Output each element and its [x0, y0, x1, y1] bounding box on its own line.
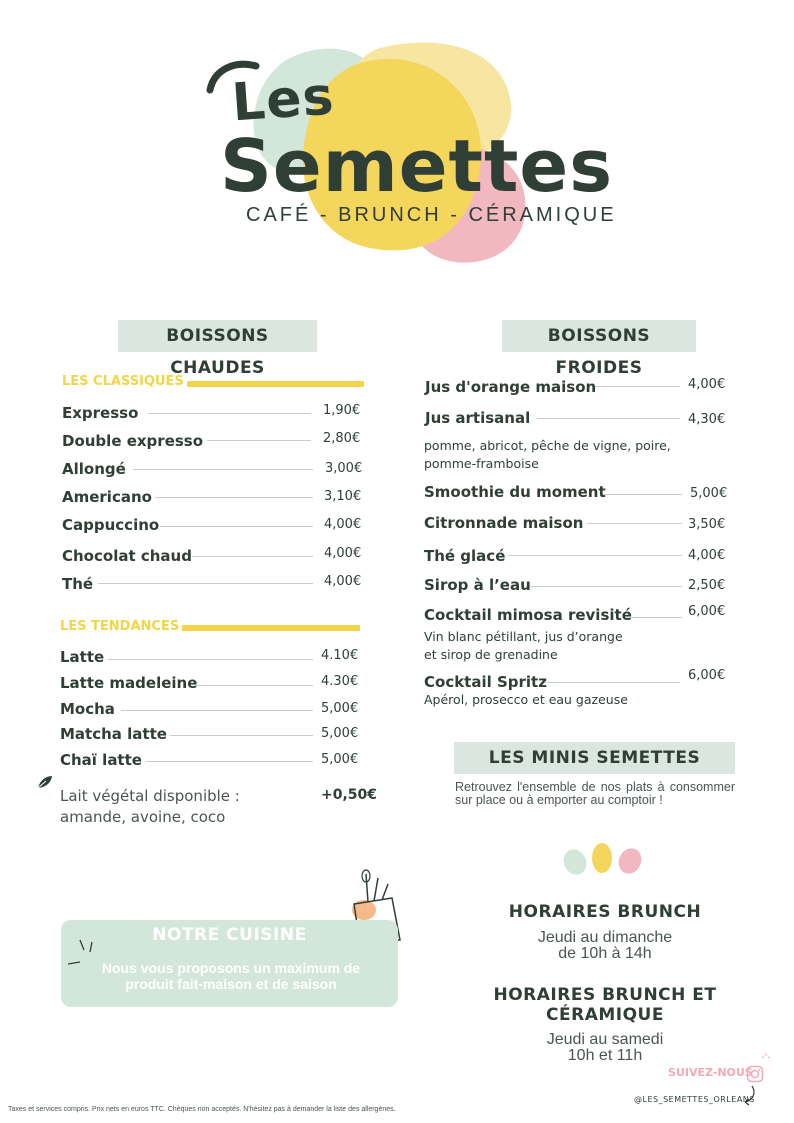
- ceramic-hours-title: CÉRAMIQUE: [546, 1005, 664, 1025]
- leader-dots: [108, 659, 313, 660]
- menu-item-price: 4.10€: [321, 648, 359, 663]
- leader-dots: [148, 413, 311, 414]
- leaf-icon: [36, 774, 54, 790]
- menu-item-name: Latte: [60, 648, 105, 666]
- instagram-icon[interactable]: [746, 1065, 764, 1083]
- menu-item-name: Thé glacé: [424, 547, 506, 565]
- menu-item-name: Citronnade maison: [424, 514, 584, 532]
- menu-item-price: 3,10€: [324, 489, 362, 504]
- leader-dots: [603, 494, 682, 495]
- classics-underline: [187, 381, 364, 387]
- leader-dots: [160, 526, 313, 527]
- menu-item-name: Americano: [62, 488, 152, 506]
- brunch-hours-line1: Jeudi au dimanche: [537, 929, 673, 946]
- logo-les: Les: [230, 66, 337, 134]
- leader-dots: [98, 583, 313, 584]
- menu-item-price: 3,50€: [688, 517, 726, 532]
- leader-dots: [192, 556, 313, 557]
- leader-dots: [133, 469, 313, 470]
- menu-item-price: 1,90€: [323, 403, 361, 418]
- ceramic-hours-line2: 10h et 11h: [567, 1047, 643, 1064]
- footer-note: Taxes et services compris. Prix nets en euros TTC. Chèques non acceptés. N'hésitez pas à demander la liste des allergènes.: [8, 1106, 396, 1113]
- vegetal-milk-line1: Lait végétal disponible :: [60, 787, 240, 805]
- menu-item-price: 5,00€: [690, 486, 728, 501]
- menu-item-price: 5,00€: [321, 752, 359, 767]
- leader-dots: [207, 440, 311, 441]
- menu-item-price: 4,30€: [688, 412, 726, 427]
- vegetal-milk-line2: amande, avoine, coco: [60, 808, 226, 826]
- brunch-hours-line2: de 10h à 14h: [558, 945, 652, 962]
- menu-item-name: Chocolat chaud: [62, 547, 192, 565]
- sparkle-icon: [66, 936, 96, 972]
- leader-dots: [595, 386, 680, 387]
- menu-item-price: 2,50€: [688, 578, 726, 593]
- trends-underline: [182, 625, 360, 631]
- menu-item-name: Allongé: [62, 460, 126, 478]
- arrow-icon: [742, 1084, 758, 1106]
- sparkle-icon: [760, 1052, 772, 1064]
- menu-item-price: 2,80€: [323, 431, 361, 446]
- leader-dots: [545, 682, 680, 683]
- logo-semettes: Semettes: [220, 124, 614, 208]
- menu-item-name: Chaï latte: [60, 751, 142, 769]
- trends-label: LES TENDANCES: [60, 619, 180, 634]
- menu-item-price: 6,00€: [688, 604, 726, 619]
- logo-tagline: CAFÉ - BRUNCH - CÉRAMIQUE: [246, 204, 617, 226]
- menu-item-name: Latte madeleine: [60, 674, 198, 692]
- menu-item-desc: pomme, abricot, pêche de vigne, poire,: [424, 438, 671, 453]
- follow-us-label: SUIVEZ-NOUS: [668, 1066, 753, 1079]
- leader-dots: [155, 497, 313, 498]
- menu-item-price: 4,00€: [324, 574, 362, 589]
- menu-item-name: Expresso: [62, 404, 139, 422]
- leader-dots: [530, 586, 682, 587]
- menu-item-name: Sirop à l’eau: [424, 576, 531, 594]
- menu-item-price: 4,00€: [324, 517, 362, 532]
- instagram-handle[interactable]: @LES_SEMETTES_ORLEANS: [634, 1095, 755, 1104]
- menu-item-price: 3,00€: [325, 461, 363, 476]
- three-dots-icon: [562, 842, 646, 880]
- hot-drinks-header: BOISSONS CHAUDES: [118, 320, 317, 352]
- leader-dots: [537, 418, 680, 419]
- menu-item-price: 4,00€: [324, 546, 362, 561]
- leader-dots: [196, 685, 313, 686]
- leader-dots: [170, 735, 313, 736]
- menu-item-name: Thé: [62, 575, 94, 593]
- leader-dots: [121, 710, 313, 711]
- menu-item-name: Mocha: [60, 700, 115, 718]
- menu-item-price: 5,00€: [321, 701, 359, 716]
- classics-label: LES CLASSIQUES: [62, 374, 184, 389]
- menu-item-desc: et sirop de grenadine: [424, 647, 558, 662]
- vegetal-milk-price: +0,50€: [321, 787, 378, 803]
- ceramic-hours-title: HORAIRES BRUNCH ET: [493, 985, 717, 1005]
- leader-dots: [146, 761, 313, 762]
- cuisine-text: Nous vous proposons un maximum de produit fait-maison et de saison: [101, 960, 361, 992]
- menu-item-price: 6,00€: [688, 668, 726, 683]
- menu-item-price: 5,00€: [321, 726, 359, 741]
- menu-item-name: Cappuccino: [62, 516, 160, 534]
- leader-dots: [587, 523, 682, 524]
- brunch-hours-title: HORAIRES BRUNCH: [508, 902, 702, 922]
- menu-item-name: Cocktail mimosa revisité: [424, 606, 632, 624]
- ceramic-hours-line1: Jeudi au samedi: [546, 1031, 664, 1048]
- menu-item-desc: Vin blanc pétillant, jus d’orange: [424, 629, 623, 644]
- menu-item-name: Smoothie du moment: [424, 483, 606, 501]
- menu-item-name: Double expresso: [62, 432, 204, 450]
- leader-dots: [508, 555, 682, 556]
- cuisine-box: [61, 920, 398, 1007]
- menu-item-price: 4.30€: [321, 674, 359, 689]
- minis-text: Retrouvez l'ensemble de nos plats à consommer sur place ou à emporter au comptoir !: [455, 780, 735, 807]
- menu-item-name: Jus d'orange maison: [425, 378, 597, 396]
- menu-item-price: 4,00€: [688, 548, 726, 563]
- menu-item-desc: pomme-framboise: [424, 456, 539, 471]
- menu-item-price: 4,00€: [688, 377, 726, 392]
- cold-drinks-header: BOISSONS FROIDES: [502, 320, 696, 352]
- menu-item-name: Cocktail Spritz: [424, 673, 547, 691]
- menu-item-name: Jus artisanal: [425, 409, 531, 427]
- menu-item-desc: Apérol, prosecco et eau gazeuse: [424, 692, 628, 707]
- minis-header: LES MINIS SEMETTES: [454, 742, 735, 774]
- menu-item-name: Matcha latte: [60, 725, 167, 743]
- leader-dots: [626, 617, 682, 618]
- cuisine-title: NOTRE CUISINE: [152, 925, 307, 945]
